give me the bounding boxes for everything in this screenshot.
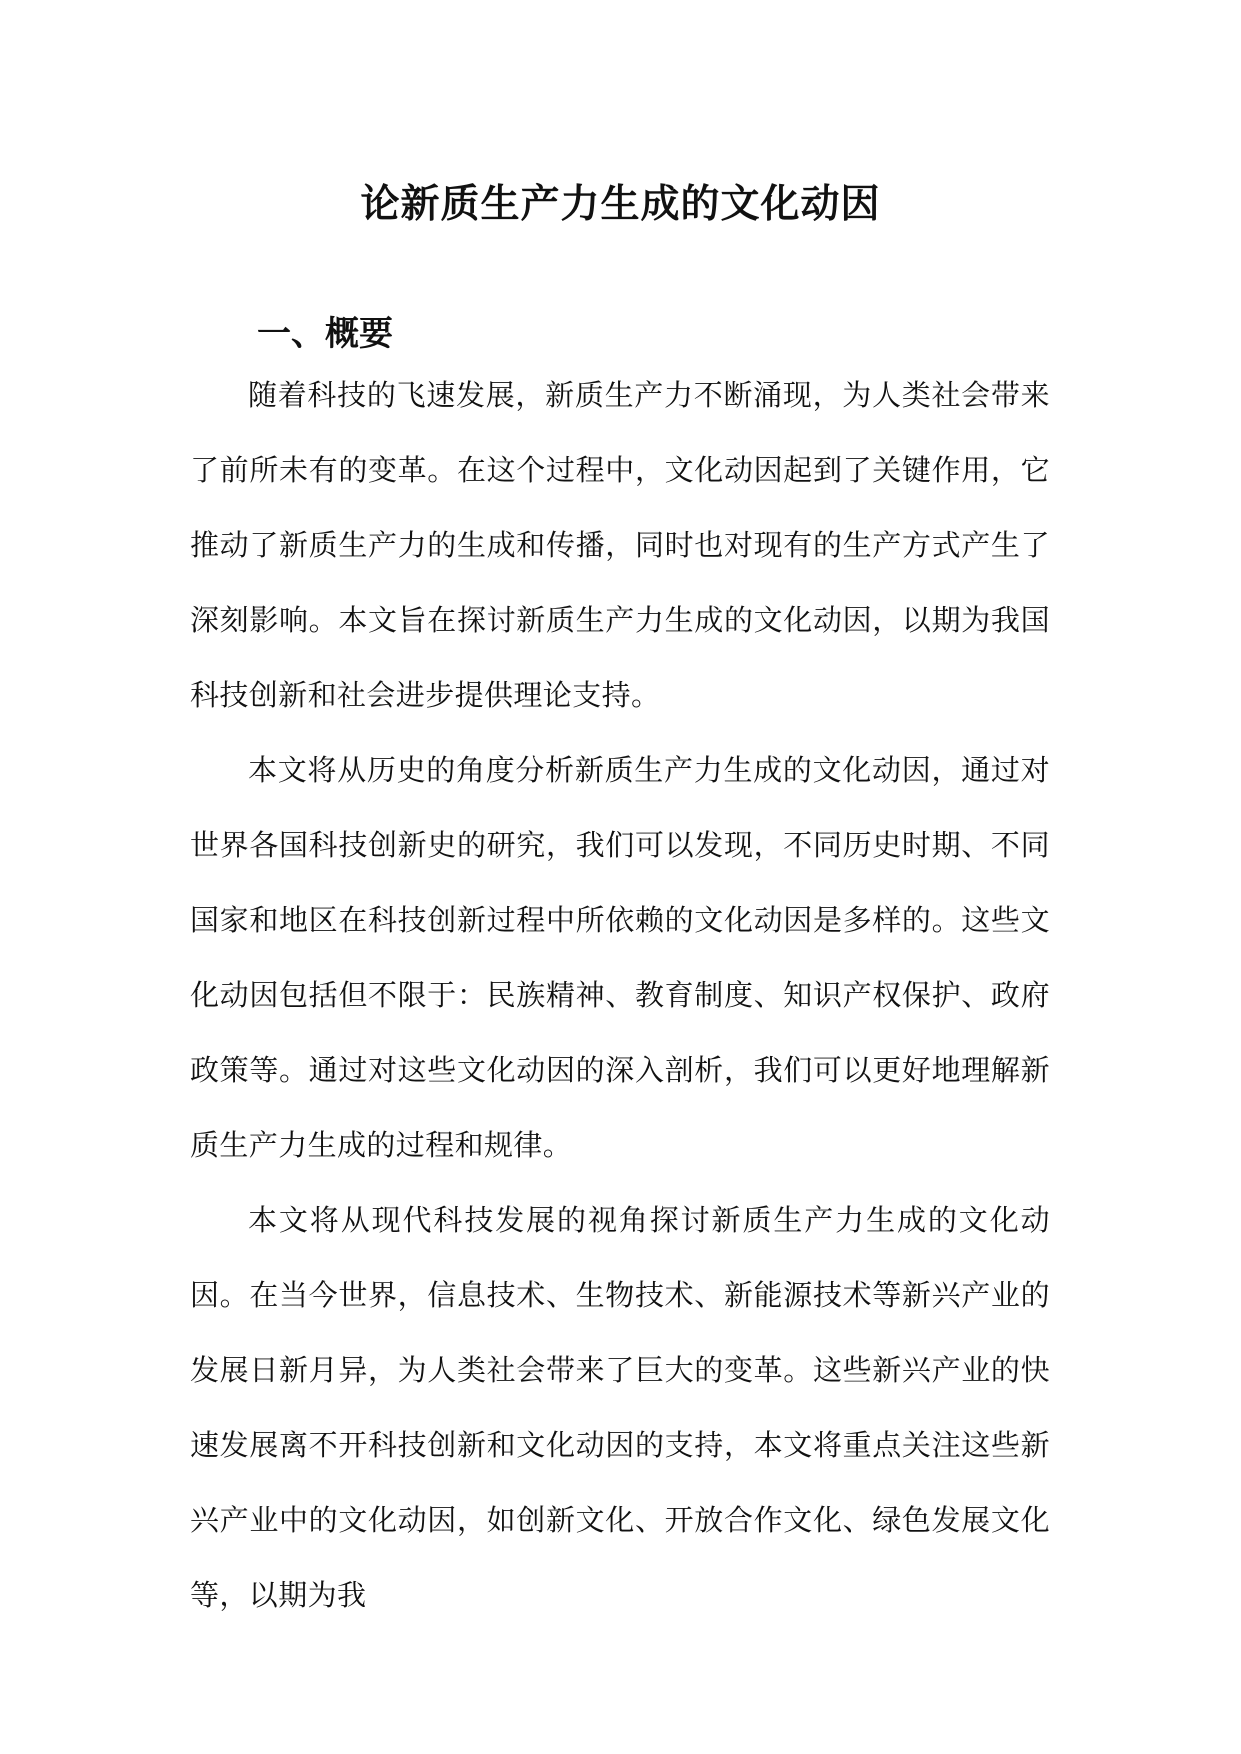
paragraph-1: 随着科技的飞速发展，新质生产力不断涌现，为人类社会带来了前所未有的变革。在这个过程中，文化动因起到了关键作用，它推动了新质生产力的生成和传播，同时也对现有的生产方式产生了深刻影响。本文旨在探讨新质生产力生成的文化动因，以期为我国科技创新和社会进步提供理论支持。: [190, 378, 1050, 712]
paragraph-3: 本文将从现代科技发展的视角探讨新质生产力生成的文化动因。在当今世界，信息技术、生物技术、新能源技术等新兴产业的发展日新月异，为人类社会带来了巨大的变革。这些新兴产业的快速发展离不开科技创新和文化动因的支持，本文将重点关注这些新兴产业中的文化动因，如创新文化、开放合作文化、绿色发展文化等，以期为我: [190, 1203, 1050, 1612]
section-body: [190, 358, 1050, 1633]
section-heading-overview: 一、概要: [257, 314, 393, 355]
document-title: 论新质生产力生成的文化动因: [360, 181, 881, 228]
paragraph-2: 本文将从历史的角度分析新质生产力生成的文化动因，通过对世界各国科技创新史的研究，我们可以发现，不同历史时期、不同国家和地区在科技创新过程中所依赖的文化动因是多样的。这些文化动因包括但不限于：民族精神、教育制度、知识产权保护、政府政策等。通过对这些文化动因的深入剖析，我们可以更好地理解新质生产力生成的过程和规律。: [190, 753, 1050, 1162]
